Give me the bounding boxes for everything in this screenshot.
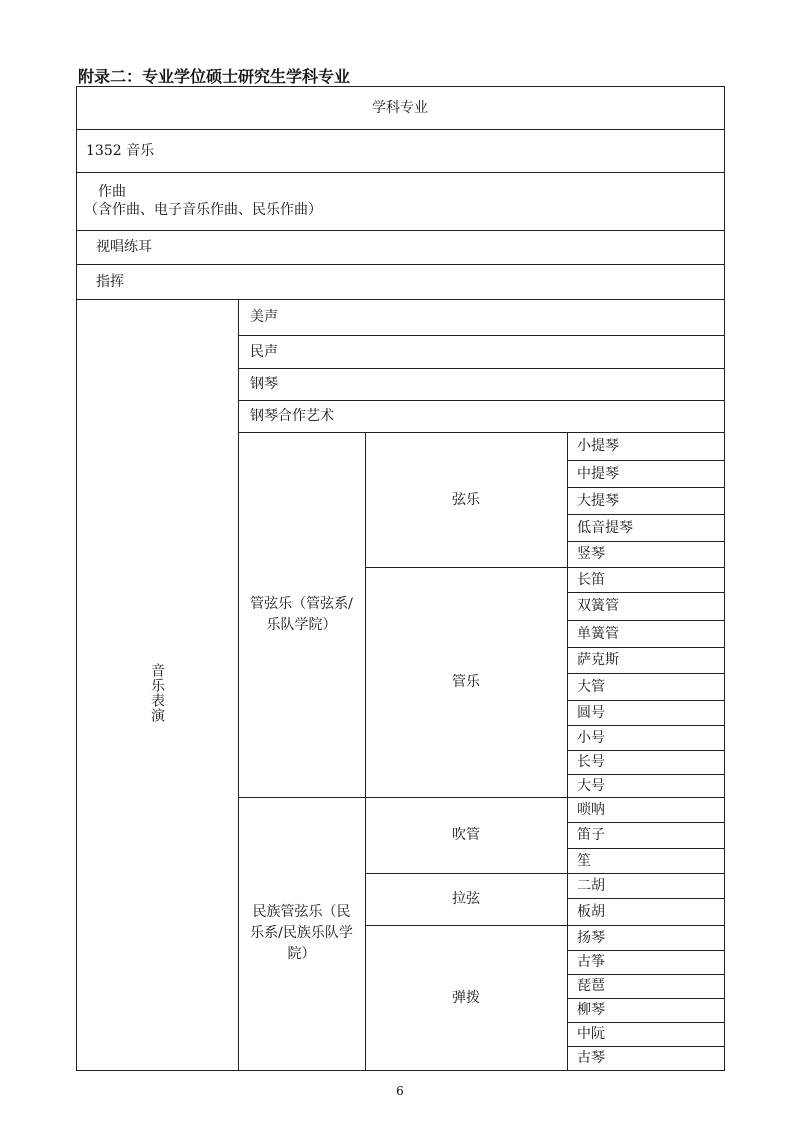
instrument-item: 小号: [577, 729, 605, 746]
instrument-item: 长笛: [577, 571, 605, 588]
instrument-item: 双簧管: [577, 598, 619, 614]
instrument-item: 唢呐: [577, 801, 605, 818]
page-number: 6: [396, 1084, 404, 1098]
instrument-item: 二胡: [577, 877, 605, 894]
instrument-item: 圆号: [577, 704, 605, 721]
instrument-item: 小提琴: [577, 438, 619, 454]
instrument-item: 板胡: [577, 903, 605, 920]
table-rule: [567, 1070, 725, 1071]
instrument-item: 琵琶: [577, 978, 605, 994]
composition-title: 作曲: [98, 184, 126, 200]
performance-item: 钢琴: [250, 376, 278, 392]
instrument-item: 古筝: [577, 954, 605, 970]
section-label: [238, 432, 365, 797]
conducting-row: 指挥: [96, 273, 124, 290]
instrument-item: 笛子: [577, 827, 605, 843]
table-header: 学科专业: [372, 99, 428, 116]
performance-label: [76, 299, 238, 1070]
instrument-group: 弦乐: [452, 491, 480, 508]
section-label: [238, 797, 365, 1070]
instrument-item: 大提琴: [577, 492, 619, 509]
instrument-item: 萨克斯: [577, 652, 619, 668]
composition-note: （含作曲、电子音乐作曲、民乐作曲）: [84, 202, 322, 218]
performance-item: 民声: [250, 343, 278, 360]
instrument-item: 竖琴: [577, 546, 605, 562]
page-title: 附录二：专业学位硕士研究生学科专业: [78, 67, 351, 86]
solfeggio-row: 视唱练耳: [96, 239, 152, 255]
instrument-item: 中提琴: [577, 465, 619, 482]
instrument-group: 弹拨: [452, 989, 480, 1006]
table-rule: [365, 1070, 568, 1071]
instrument-group: 管乐: [452, 674, 480, 690]
instrument-item: 柳琴: [577, 1002, 605, 1018]
instrument-item: 古琴: [577, 1050, 605, 1066]
table-rule: [724, 86, 725, 1071]
instrument-group: 吹管: [452, 827, 480, 843]
instrument-item: 长号: [577, 754, 605, 770]
section-label-text: 民族管弦乐（民乐系/民族乐队学院）: [250, 904, 353, 962]
instrument-item: 笙: [577, 852, 591, 869]
instrument-item: 低音提琴: [577, 519, 633, 536]
discipline-row: 1352 音乐: [86, 142, 155, 159]
instrument-item: 大管: [577, 678, 605, 695]
instrument-group: 拉弦: [452, 891, 480, 907]
section-label-text: 管弦乐（管弦系/乐队学院）: [250, 595, 353, 633]
performance-label-text: 音乐表演: [149, 662, 165, 723]
composition-row: [76, 172, 724, 230]
instrument-item: 中阮: [577, 1026, 605, 1042]
instrument-item: 大号: [577, 777, 605, 794]
performance-item: 美声: [250, 309, 278, 325]
performance-item: 钢琴合作艺术: [250, 408, 334, 424]
instrument-item: 单簧管: [577, 625, 619, 642]
instrument-item: 扬琴: [577, 929, 605, 946]
